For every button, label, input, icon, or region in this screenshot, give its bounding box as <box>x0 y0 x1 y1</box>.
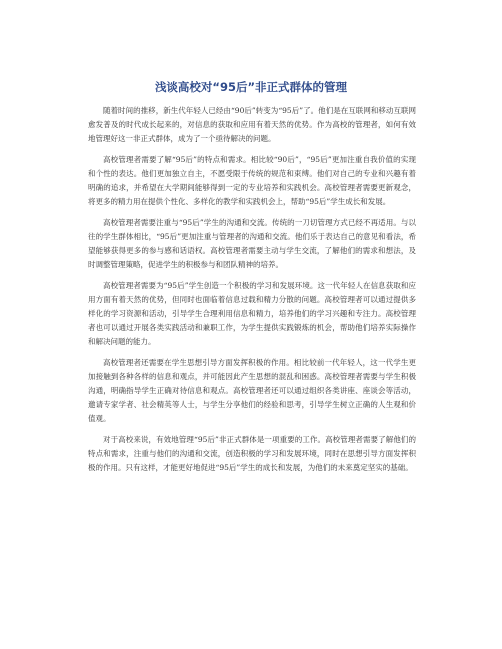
paragraph: 对于高校来说，有效地管理“95后”非正式群体是一项重要的工作。高校管理者需要了解他们的特点和需求，注重与他们的沟通和交流，创造积极的学习和发展环境，同时在思想引导方面发挥积极的作用。只有这样，才能更好地促进“95后”学生的成长和发展，为他们的未来奠定坚实的基础。 <box>88 435 416 472</box>
paragraph: 高校管理者需要为“95后”学生创造一个积极的学习和发展环境。这一代年轻人在信息获取和应用方面有着天然的优势，但同时也面临着信息过载和精力分散的问题。高校管理者可以通过提供多样化的学习资源和活动，引导学生合理利用信息和精力，培养他们的学习兴趣和专注力。高校管理者也可以通过开展各类实践活动和兼职工作，为学生提供实践锻炼的机会，帮助他们培养实际操作和解决问题的能力。 <box>88 281 416 346</box>
paragraph: 高校管理者需要了解“95后”的特点和需求。相比较“90后”，“95后”更加注重自我价值的实现和个性的表达。他们更加独立自主，不愿受限于传统的规范和束缚。他们对自己的专业和兴趣有着明确的追求，并希望在大学期间能够得到一定的专业培养和实践机会。高校管理者需要更新观念，将更多的精力用在提供个性化、多样化的教学和实践机会上，帮助“95后”学生成长和发展。 <box>88 155 416 206</box>
paragraph: 随着时间的推移，新生代年轻人已经由“90后”转变为“95后”了。他们是在互联网和移动互联网愈发普及的时代成长起来的，对信息的获取和应用有着天然的优势。作为高校的管理者，如何有效地管理好这一非正式群体，成为了一个亟待解决的问题。 <box>88 106 416 143</box>
document-body <box>88 104 416 482</box>
document-title: 浅谈高校对“95后”非正式群体的管理 <box>154 80 348 94</box>
paragraph: 高校管理者需要注重与“95后”学生的沟通和交流。传统的一刀切管理方式已经不再适用。与以往的学生群体相比，“95后”更加注重与管理者的沟通和交流。他们乐于表达自己的意见和看法，希望能够获得更多的参与感和话语权。高校管理者需要主动与学生交流，了解他们的需求和想法，及时调整管理策略，促进学生的积极参与和团队精神的培养。 <box>88 218 416 269</box>
paragraph: 高校管理者还需要在学生思想引导方面发挥积极的作用。相比较前一代年轻人，这一代学生更加接触到各种各样的信息和观点，并可能因此产生思想的混乱和困惑。高校管理者需要与学生积极沟通，明确指导学生正确对待信息和观点。高校管理者还可以通过组织各类讲座、座谈会等活动，邀请专家学者、社会精英等人士，与学生分享他们的经验和思考，引导学生树立正确的人生观和价值观。 <box>88 358 416 423</box>
